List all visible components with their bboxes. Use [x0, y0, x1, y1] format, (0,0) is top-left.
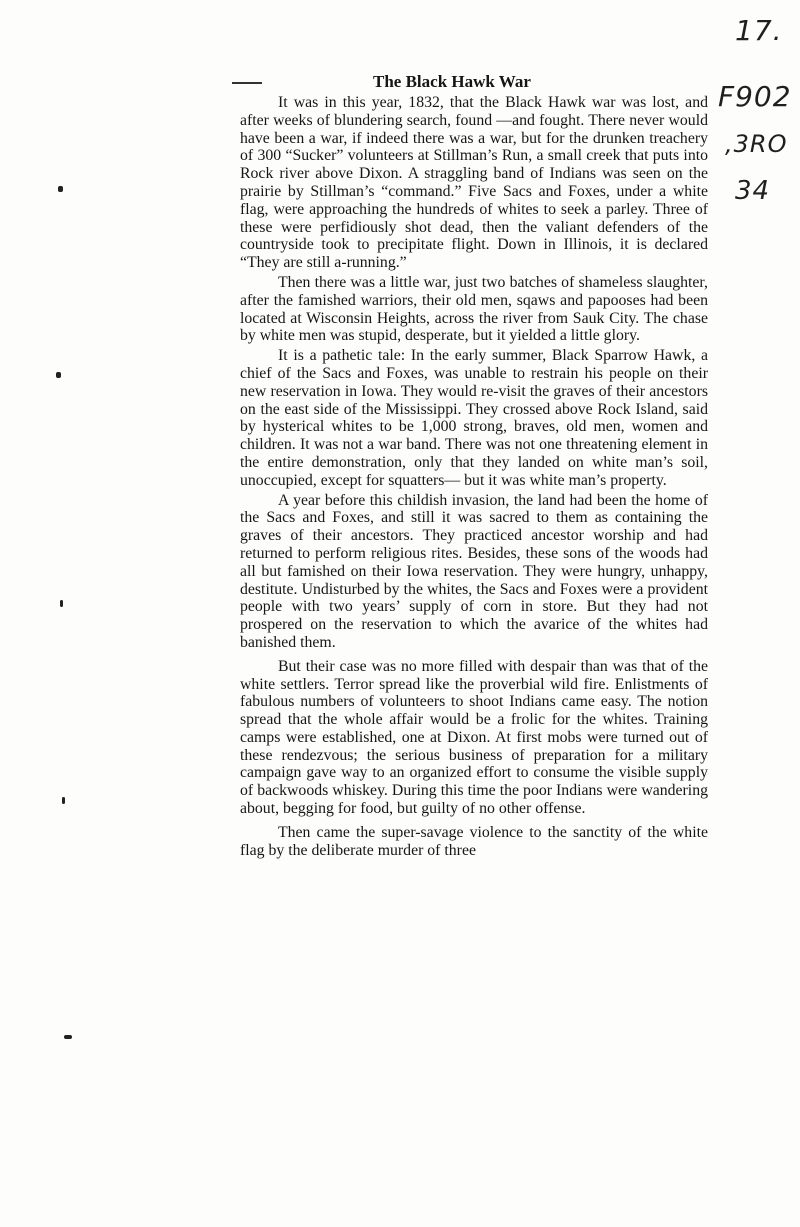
article-title: The Black Hawk War — [373, 72, 531, 91]
margin-mark — [60, 600, 63, 607]
handwritten-note-2: ,3RO — [725, 130, 788, 158]
paragraph-4: A year before this childish invasion, the land had been the home of the Sacs and Foxes, and still it was sacred to them as containing the graves of their ancestors. They practiced ancestor worship and had returned to perform religious rites. Besides, these sons of the woods had all but famished on their Iowa reservation. They were hungry, unhappy, destitute. Undisturbed by the whites, the Sacs and Foxes were a provident people with two years’ supply of corn in store. But they had not prospered on the reservation to which the avarice of the whites had banished them. — [240, 491, 708, 651]
title-dash — [232, 82, 262, 84]
paragraph-3: It is a pathetic tale: In the early summer, Black Sparrow Hawk, a chief of the Sacs and Foxes, was unable to restrain his people on their new reservation in Iowa. They would re-visit the graves of their ancestors on the east side of the Mississippi. They crossed above Rock Island, said by hysterical whites to be 1,000 strong, braves, old men, women and children. It was not a war band. There was not one threatening element in the entire demonstration, only that they landed on white man’s soil, unoccupied, except for squatters— but it was white man’s property. — [240, 347, 708, 489]
handwritten-note-3: 34 — [735, 176, 771, 206]
paragraph-5: But their case was no more filled with despair than was that of the white settlers. Terror spread like the proverbial wild fire. Enlistments of fabulous numbers of volunteers to shoot Indians came easy. The notion spread that the whole affair would be a frolic for the whites. Training camps were established, one at Dixon. At first mobs were turned out of these rendezvous; the serious business of preparation for a military campaign gave way to an organized effort to consume the visible supply of backwoods whiskey. During this time the poor Indians were wandering about, begging for food, but guilty of no other offense. — [240, 657, 708, 818]
handwritten-page-number: 17. — [735, 14, 783, 47]
margin-mark — [62, 797, 65, 804]
handwritten-note-1: F902 — [718, 80, 792, 113]
margin-mark — [58, 186, 63, 192]
paragraph-2: Then there was a little war, just two batches of shameless slaughter, after the famished warriors, their old men, sqaws and papooses had been located at Wisconsin Heights, across the river from Sauk City. The chase by white men was stupid, desperate, but it yielded a little glory. — [240, 273, 708, 345]
article-body — [240, 94, 708, 861]
margin-mark — [56, 372, 61, 378]
margin-mark — [64, 1035, 72, 1039]
paragraph-1: It was in this year, 1832, that the Black Hawk war was lost, and after weeks of blundering search, found —and fought. There never would have been a war, if indeed there was a war, but for the drunken treachery of 300 “Sucker” volunteers at Stillman’s Run, a small creek that puts into Rock river above Dixon. A straggling band of Indians was seen on the prairie by Stillman’s “command.” Five Sacs and Foxes, under a white flag, were approaching the hundreds of whites to seek a parley. Three of these were perfidiously shot dead, then the valiant defenders of the countryside took to precipitate flight. Down in Illinois, it is declared “They are still a-running.” — [240, 94, 708, 272]
paragraph-6: Then came the super-savage violence to the sanctity of the white flag by the deliberate murder of three — [240, 823, 708, 859]
